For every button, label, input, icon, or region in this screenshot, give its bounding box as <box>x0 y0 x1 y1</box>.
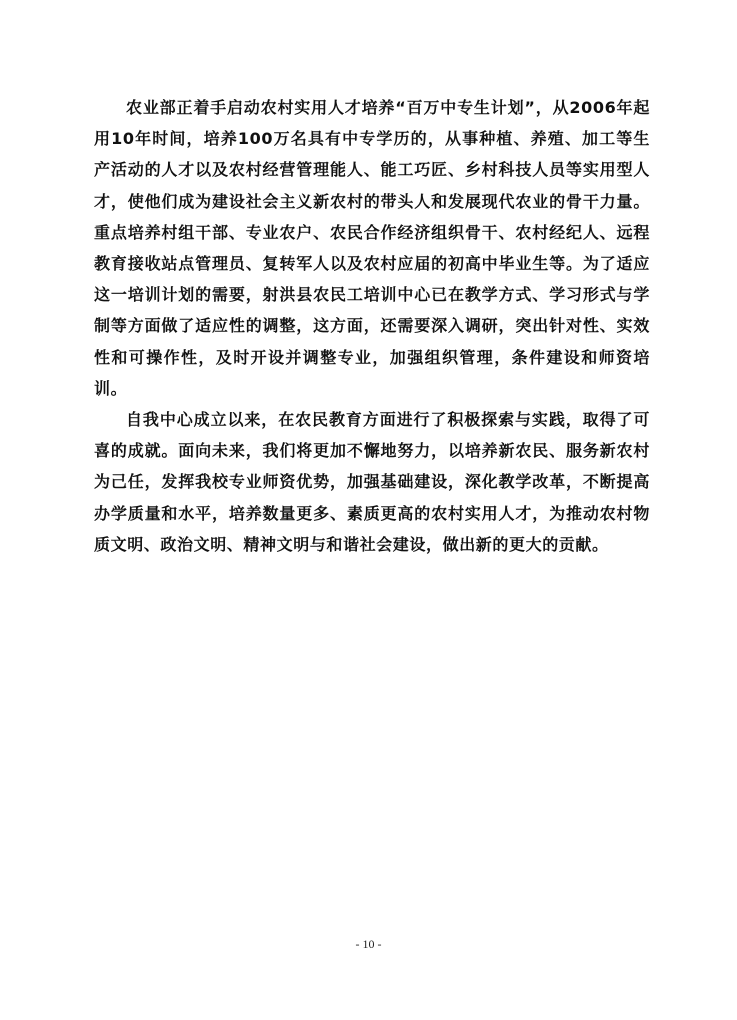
paragraph-1: 农业部正着手启动农村实用人才培养“百万中专生计划”，从2006年起用10年时间，培养100万名具有中专学历的，从事种植、养殖、加工等生产活动的人才以及农村经营管理能人、能工巧匠、乡村科技人员等实用型人才，使他们成为建设社会主义新农村的带头人和发展现代农业的骨干力量。重点培养村组干部、专业农户、农民合作经济组织骨干、农村经纪人、远程教育接收站点管理员、复转军人以及农村应届的初高中毕业生等。为了适应这一培训计划的需要，射洪县农民工培训中心已在教学方式、学习形式与学制等方面做了适应性的调整，这方面，还需要深入调研，突出针对性、实效性和可操作性，及时开设并调整专业，加强组织管理，条件建设和师资培训。 <box>94 98 650 398</box>
paragraph-2: 自我中心成立以来，在农民教育方面进行了积极探索与实践，取得了可喜的成就。面向未来，我们将更加不懈地努力，以培养新农民、服务新农村为己任，发挥我校专业师资优势，加强基础建设，深化教学改革，不断提高办学质量和水平，培养数量更多、素质更高的农村实用人才，为推动农村物质文明、政治文明、精神文明与和谐社会建设，做出新的更大的贡献。 <box>94 410 650 554</box>
body-text <box>94 92 650 560</box>
page-number: - 10 - <box>355 937 382 951</box>
